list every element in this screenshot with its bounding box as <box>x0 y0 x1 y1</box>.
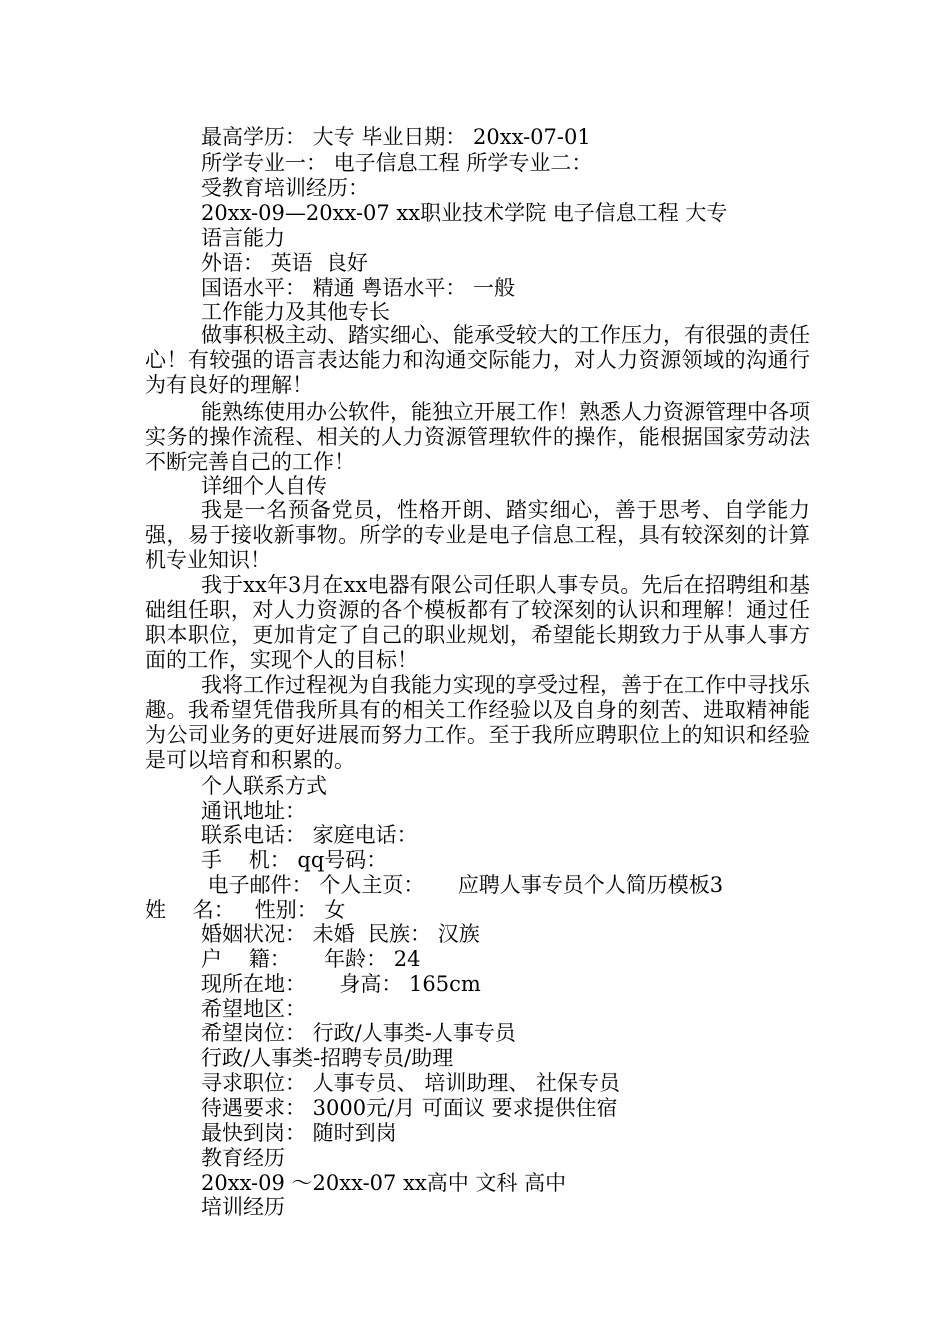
bio-paragraph-1: 我是一名预备党员，性格开朗、踏实细心，善于思考、自学能力强，易于接收新事物。所学的专业是电子信息工程，具有较深刻的计算机专业知识！ <box>145 498 810 572</box>
college-line: 20xx-09—20xx-07 xx职业技术学院 电子信息工程 大专 <box>201 201 728 225</box>
training-heading: 受教育培训经历： <box>201 176 369 200</box>
mobile-line: 手 机： qq号码： <box>201 848 388 872</box>
salary-line: 待遇要求： 3000元/月 可面议 要求提供住宿 <box>201 1096 618 1120</box>
skills-heading: 工作能力及其他专长 <box>201 300 390 324</box>
bio-paragraph-3: 我将工作过程视为自我能力实现的享受过程，善于在工作中寻找乐趣。我希望凭借我所具有的相关工作经验以及自身的刻苦、进取精神能为公司业务的更好进展而努力工作。至于我所应聘职位上的知识和经验是可以培育和积累的。 <box>145 673 810 772</box>
start-date-line: 最快到岗： 随时到岗 <box>201 1121 397 1145</box>
bio-paragraph-2: 我于xx年3月在xx电器有限公司任职人事专员。先后在招聘组和基础组任职，对人力资源的各个模板都有了较深刻的认识和理解！通过任职本职位，更加肯定了自己的职业规划，希望能长期致力于从事人事方面的工作，实现个人的目标！ <box>145 573 810 672</box>
major-line: 所学专业一： 电子信息工程 所学专业二： <box>201 151 593 175</box>
email-line: 电子邮件： 个人主页： 应聘人事专员个人简历模板3 <box>201 873 724 897</box>
location-line: 现所在地： 身高： 165cm <box>201 972 481 996</box>
skills-paragraph-1: 做事积极主动、踏实细心、能承受较大的工作压力，有很强的责任心！有较强的语言表达能力和沟通交际能力，对人力资源领域的沟通行为有良好的理解！ <box>145 323 810 397</box>
education-level-line: 最高学历： 大专 毕业日期： 20xx-07-01 <box>201 125 591 149</box>
education-heading: 教育经历 <box>201 1146 285 1170</box>
desired-region-line: 希望地区： <box>201 997 306 1021</box>
high-school-line: 20xx-09 ～20xx-07 xx高中 文科 高中 <box>201 1171 567 1195</box>
marital-line: 婚姻状况： 未婚 民族： 汉族 <box>201 922 480 946</box>
household-line: 户 籍： 年龄： 24 <box>201 947 421 971</box>
skills-paragraph-2: 能熟练使用办公软件，能独立开展工作！熟悉人力资源管理中各项实务的操作流程、相关的人力资源管理软件的操作，能根据国家劳动法不断完善自己的工作！ <box>145 400 810 474</box>
position-line-2: 行政/人事类-招聘专员/助理 <box>201 1046 454 1070</box>
training-history-heading: 培训经历 <box>201 1195 285 1219</box>
contact-heading: 个人联系方式 <box>201 774 327 798</box>
desired-position-line: 希望岗位： 行政/人事类-人事专员 <box>201 1021 516 1045</box>
seeking-position-line: 寻求职位： 人事专员、 培训助理、 社保专员 <box>201 1071 621 1095</box>
foreign-language-line: 外语： 英语 良好 <box>201 251 369 275</box>
language-heading: 语言能力 <box>201 226 285 250</box>
address-line: 通讯地址： <box>201 799 306 823</box>
phone-line: 联系电话： 家庭电话： <box>201 823 418 847</box>
mandarin-line: 国语水平： 精通 粤语水平： 一般 <box>201 276 516 300</box>
name-line: 姓 名： 性别： 女 <box>145 898 346 922</box>
bio-heading: 详细个人自传 <box>201 474 327 498</box>
